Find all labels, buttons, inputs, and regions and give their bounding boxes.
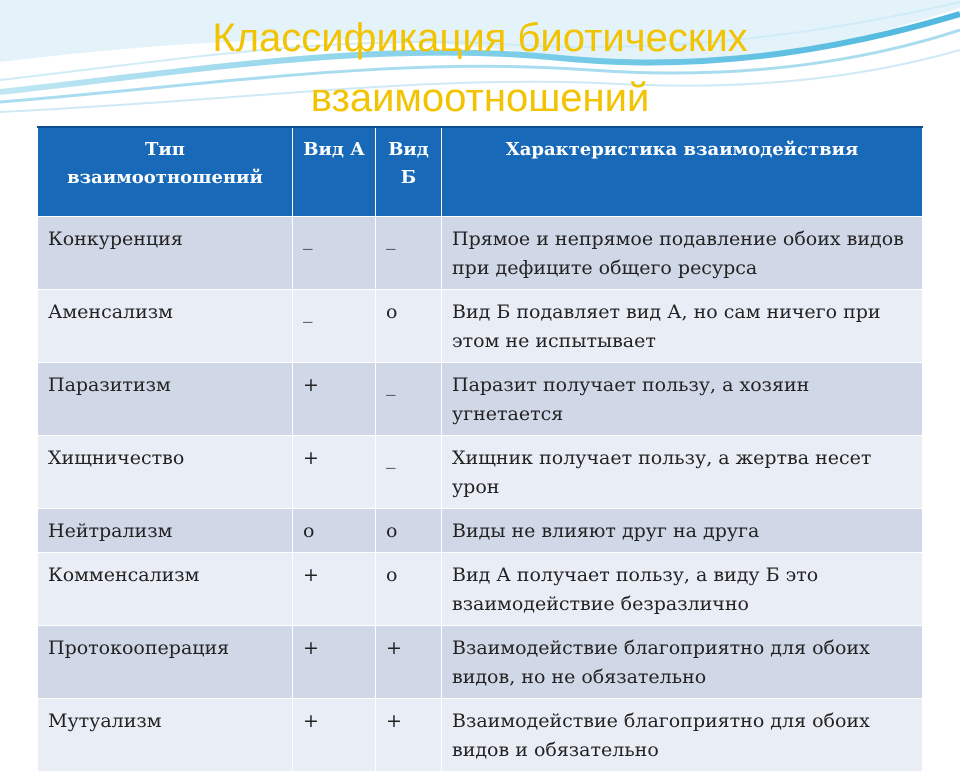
cell-description: Виды не влияют друг на друга (442, 508, 923, 552)
header-species-a: Вид А (293, 127, 376, 216)
cell-description: Взаимодействие благоприятно для обоих видов и обязательно (442, 698, 923, 771)
cell-description: Хищник получает пользу, а жертва несет урон (442, 435, 923, 508)
table-row (38, 289, 923, 362)
table-row (38, 552, 923, 625)
cell-type: Протокооперация (38, 625, 293, 698)
cell-species-b: _ (376, 435, 442, 508)
cell-species-b: o (376, 289, 442, 362)
table-row (38, 216, 923, 289)
cell-description: Взаимодействие благоприятно для обоих видов, но не обязательно (442, 625, 923, 698)
relationships-table (37, 126, 923, 772)
cell-species-a: o (293, 508, 376, 552)
header-species-b: Вид Б (376, 127, 442, 216)
cell-species-a: + (293, 435, 376, 508)
table-row (38, 362, 923, 435)
cell-type: Нейтрализм (38, 508, 293, 552)
cell-species-b: + (376, 698, 442, 771)
cell-description: Вид Б подавляет вид А, но сам ничего при этом не испытывает (442, 289, 923, 362)
page-title-line2: взаимоотношений (310, 76, 650, 120)
page-title-line1: Классификация биотических (212, 16, 748, 60)
cell-species-a: + (293, 552, 376, 625)
cell-type: Мутуализм (38, 698, 293, 771)
cell-species-b: + (376, 625, 442, 698)
cell-type: Паразитизм (38, 362, 293, 435)
cell-species-a: + (293, 698, 376, 771)
cell-type: Аменсализм (38, 289, 293, 362)
cell-species-b: _ (376, 362, 442, 435)
page-title (0, 8, 960, 128)
cell-species-a: + (293, 362, 376, 435)
cell-description: Вид А получает пользу, а виду Б это взаимодействие безразлично (442, 552, 923, 625)
cell-species-b: o (376, 508, 442, 552)
header-description: Характеристика взаимодействия (442, 127, 923, 216)
cell-type: Комменсализм (38, 552, 293, 625)
cell-species-a: + (293, 625, 376, 698)
cell-description: Паразит получает пользу, а хозяин угнетается (442, 362, 923, 435)
header-type: Тип взаимоотношений (38, 127, 293, 216)
table-row (38, 435, 923, 508)
cell-species-b: _ (376, 216, 442, 289)
cell-species-a: _ (293, 289, 376, 362)
table-row (38, 625, 923, 698)
cell-type: Хищничество (38, 435, 293, 508)
cell-species-a: _ (293, 216, 376, 289)
cell-species-b: o (376, 552, 442, 625)
table-row (38, 698, 923, 771)
cell-description: Прямое и непрямое подавление обоих видов при дефиците общего ресурса (442, 216, 923, 289)
cell-type: Конкуренция (38, 216, 293, 289)
table-header-row (38, 127, 923, 216)
table-row (38, 508, 923, 552)
